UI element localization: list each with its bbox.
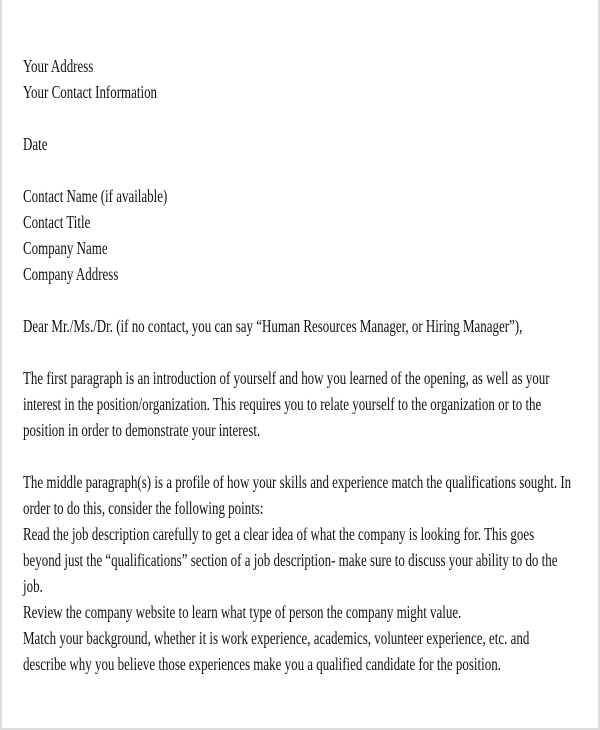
paragraph-line: order to do this, consider the following points: [23,498,264,518]
letter-date: Date [23,134,48,154]
paragraph-line: describe why you believe those experiences make you a qualified candidate for the position. [23,654,501,674]
salutation: Dear Mr./Ms./Dr. (if no contact, you can say “Human Resources Manager, or Hiring Manager”), [23,316,523,336]
recipient-title: Contact Title [23,212,91,232]
letter-body [23,53,600,677]
paragraph-line: job. [23,576,43,596]
sender-contact: Your Contact Information [23,82,158,102]
paragraph-line: position in order to demonstrate your interest. [23,420,261,440]
sender-address: Your Address [23,56,94,76]
paragraph-middle [23,469,600,677]
recipient-name: Contact Name (if available) [23,186,168,206]
paragraph-line: interest in the position/organization. This requires you to relate yourself to the organization or to the [23,394,542,414]
paragraph-line: beyond just the “qualifications” section of a job description- make sure to discuss your ability to do the [23,550,558,570]
paragraph-intro [23,365,600,443]
recipient-company-address: Company Address [23,264,119,284]
paragraph-line: The first paragraph is an introduction of yourself and how you learned of the opening, as well as your [23,368,550,388]
paragraph-line: The middle paragraph(s) is a profile of how your skills and experience match the qualifications sought. In [23,472,572,492]
recipient-company: Company Name [23,238,108,258]
paragraph-line: Match your background, whether it is work experience, academics, volunteer experience, etc. and [23,628,530,648]
paragraph-line: Read the job description carefully to get a clear idea of what the company is looking for. This goes [23,524,535,544]
paragraph-line: Review the company website to learn what type of person the company might value. [23,602,462,622]
